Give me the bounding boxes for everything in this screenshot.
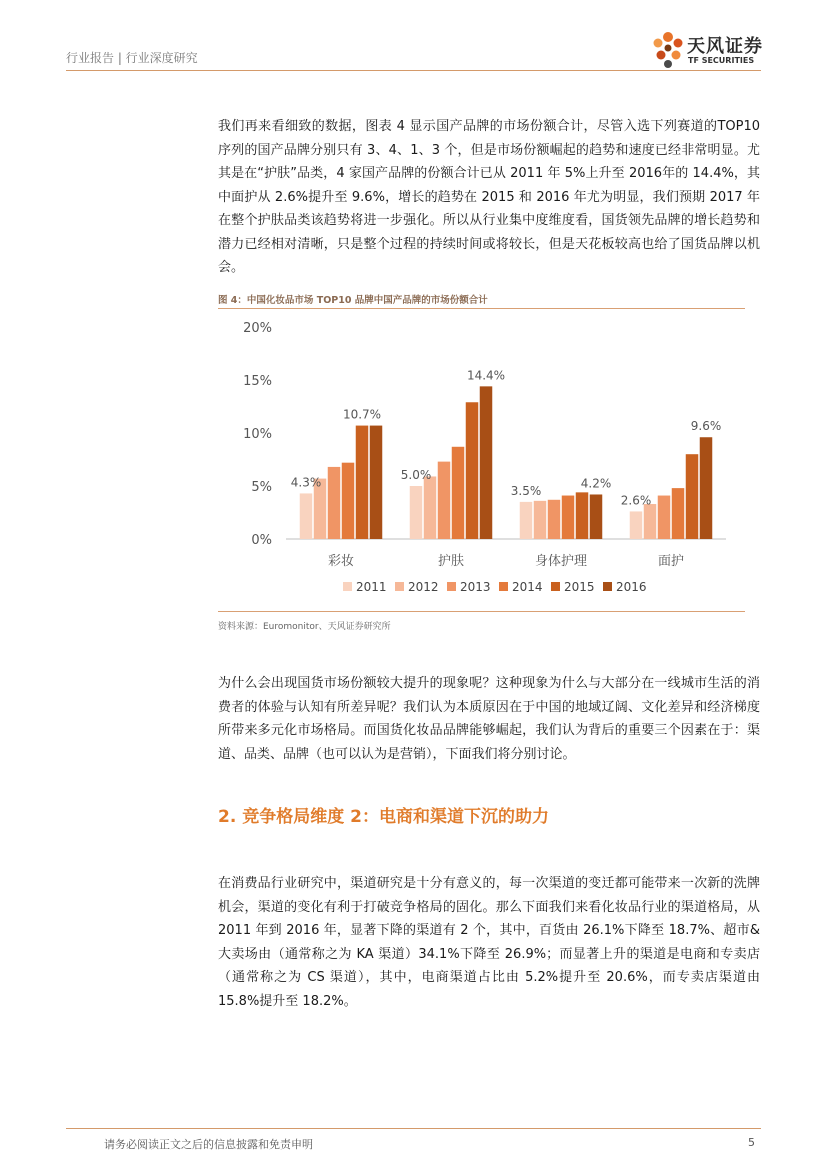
logo-name-en: TF SECURITIES — [688, 56, 755, 65]
footer-divider — [66, 1128, 761, 1129]
legend-swatch-2015 — [551, 582, 560, 591]
bar-2015-0 — [356, 426, 369, 539]
footer-disclaimer: 请务必阅读正文之后的信息披露和免责申明 — [104, 1138, 313, 1151]
y-tick-label: 15% — [243, 374, 272, 389]
legend-swatch-2016 — [603, 582, 612, 591]
bar-2011-0 — [300, 493, 313, 539]
bar-2013-2 — [548, 500, 561, 539]
bar-2015-3 — [686, 454, 699, 539]
bar-2013-1 — [438, 462, 451, 539]
bar-2012-3 — [644, 504, 657, 539]
legend-swatch-2011 — [343, 582, 352, 591]
figure-bottom-rule — [218, 611, 745, 612]
bar-2014-3 — [672, 488, 685, 539]
legend-label: 2013 — [460, 580, 491, 594]
body-paragraph-3: 在消费品行业研究中，渠道研究是十分有意义的，每一次渠道的变迁都可能带来一次新的洗牌机会，渠道的变化有利于打破竞争格局的固化。那么下面我们来看化妆品行业的渠道格局，从 2011 年到 2016 年，显著下降的渠道有 2 个，其中，百货由 26.1%下降至 18.7%、超市&大卖场由（通常称之为 KA 渠道）34.1%下降至 26.9%；而显著上升的渠道是电商和专卖店（通常称之为 CS 渠道），其中，电商渠道占比由 5.2%提升至 20.6%，而专卖店渠道由 15.8%提升至 18.2%。 — [218, 876, 760, 1009]
legend-label: 2012 — [408, 580, 439, 594]
y-tick-label: 0% — [251, 533, 272, 548]
data-label: 4.3% — [290, 475, 322, 490]
x-category-label: 彩妆 — [327, 554, 355, 569]
legend-swatch-2012 — [395, 582, 404, 591]
page-number: 5 — [748, 1136, 755, 1149]
data-label: 5.0% — [400, 468, 432, 482]
legend-label: 2014 — [512, 580, 543, 594]
data-label: 4.2% — [580, 476, 612, 491]
bar-2016-0 — [370, 426, 383, 539]
figure-title: 图 4：中国化妆品市场 TOP10 品牌中国产品牌的市场份额合计 — [218, 295, 488, 306]
bar-2014-0 — [342, 463, 355, 539]
y-tick-label: 5% — [251, 480, 272, 495]
x-category-label: 身体护理 — [534, 554, 588, 569]
logo-flower-icon — [650, 28, 686, 72]
legend-label: 2015 — [564, 580, 595, 594]
header-breadcrumb: 行业报告 | 行业深度研究 — [66, 51, 198, 65]
data-label: 9.6% — [690, 419, 722, 434]
bar-2012-2 — [534, 501, 547, 539]
data-label: 14.4% — [466, 368, 506, 383]
y-tick-label: 20% — [243, 321, 272, 336]
x-category-label: 护肤 — [437, 554, 465, 569]
data-label: 3.5% — [510, 483, 542, 498]
legend-label: 2011 — [356, 580, 387, 594]
bar-2014-1 — [452, 447, 465, 539]
data-label: 10.7% — [342, 407, 382, 422]
y-tick-label: 10% — [243, 427, 272, 442]
figure-top-rule — [218, 308, 745, 309]
bar-2015-2 — [576, 492, 589, 539]
bar-2013-0 — [328, 467, 341, 539]
section-heading: 2. 竞争格局维度 2：电商和渠道下沉的助力 — [218, 807, 549, 827]
x-category-label: 面护 — [657, 554, 685, 569]
bar-2011-2 — [520, 502, 533, 539]
bar-2016-2 — [590, 494, 603, 539]
logo-name-cn: 天风证券 — [687, 36, 763, 57]
bar-2011-1 — [410, 486, 423, 539]
legend-swatch-2013 — [447, 582, 456, 591]
bar-2012-1 — [424, 476, 437, 539]
market-share-bar-chart — [218, 310, 745, 610]
bar-2011-3 — [630, 511, 643, 539]
legend-swatch-2014 — [499, 582, 508, 591]
body-paragraph-1: 我们再来看细致的数据，图表 4 显示国产品牌的市场份额合计，尽管入选下列赛道的TOP10 序列的国产品牌分别只有 3、4、1、3 个，但是市场份额崛起的趋势和速度已经非常明显。尤其是在“护肤”品类，4 家国产品牌的份额合计已从 2011 年 5%上升至 2016年的 14.4%，其中面护从 2.6%提升至 9.6%，增长的趋势在 2015 和 2016 年尤为明显，我们预期 2017 年在整个护肤品类该趋势将进一步强化。所以从行业集中度维度看，国货领先品牌的增长趋势和潜力已经相对清晰，只是整个过程的持续时间或将较长，但是天花板较高也给了国货品牌以机会。 — [218, 119, 760, 275]
bar-2016-3 — [700, 437, 713, 539]
bar-2013-3 — [658, 496, 671, 539]
bar-2016-1 — [480, 386, 493, 539]
data-label: 2.6% — [620, 493, 652, 508]
body-paragraph-2: 为什么会出现国货市场份额较大提升的现象呢？这种现象为什么与大部分在一线城市生活的消费者的体验与认知有所差异呢？我们认为本质原因在于中国的地域辽阔、文化差异和经济梯度所带来多元化市场格局。而国货化妆品品牌能够崛起，我们认为背后的重要三个因素在于：渠道、品类、品牌（也可以认为是营销），下面我们将分别讨论。 — [218, 676, 760, 762]
legend-label: 2016 — [616, 580, 647, 594]
bar-2014-2 — [562, 496, 575, 539]
figure-source: 资料来源：Euromonitor、天风证券研究所 — [218, 622, 391, 632]
bar-2015-1 — [466, 402, 479, 539]
company-logo — [650, 28, 770, 72]
